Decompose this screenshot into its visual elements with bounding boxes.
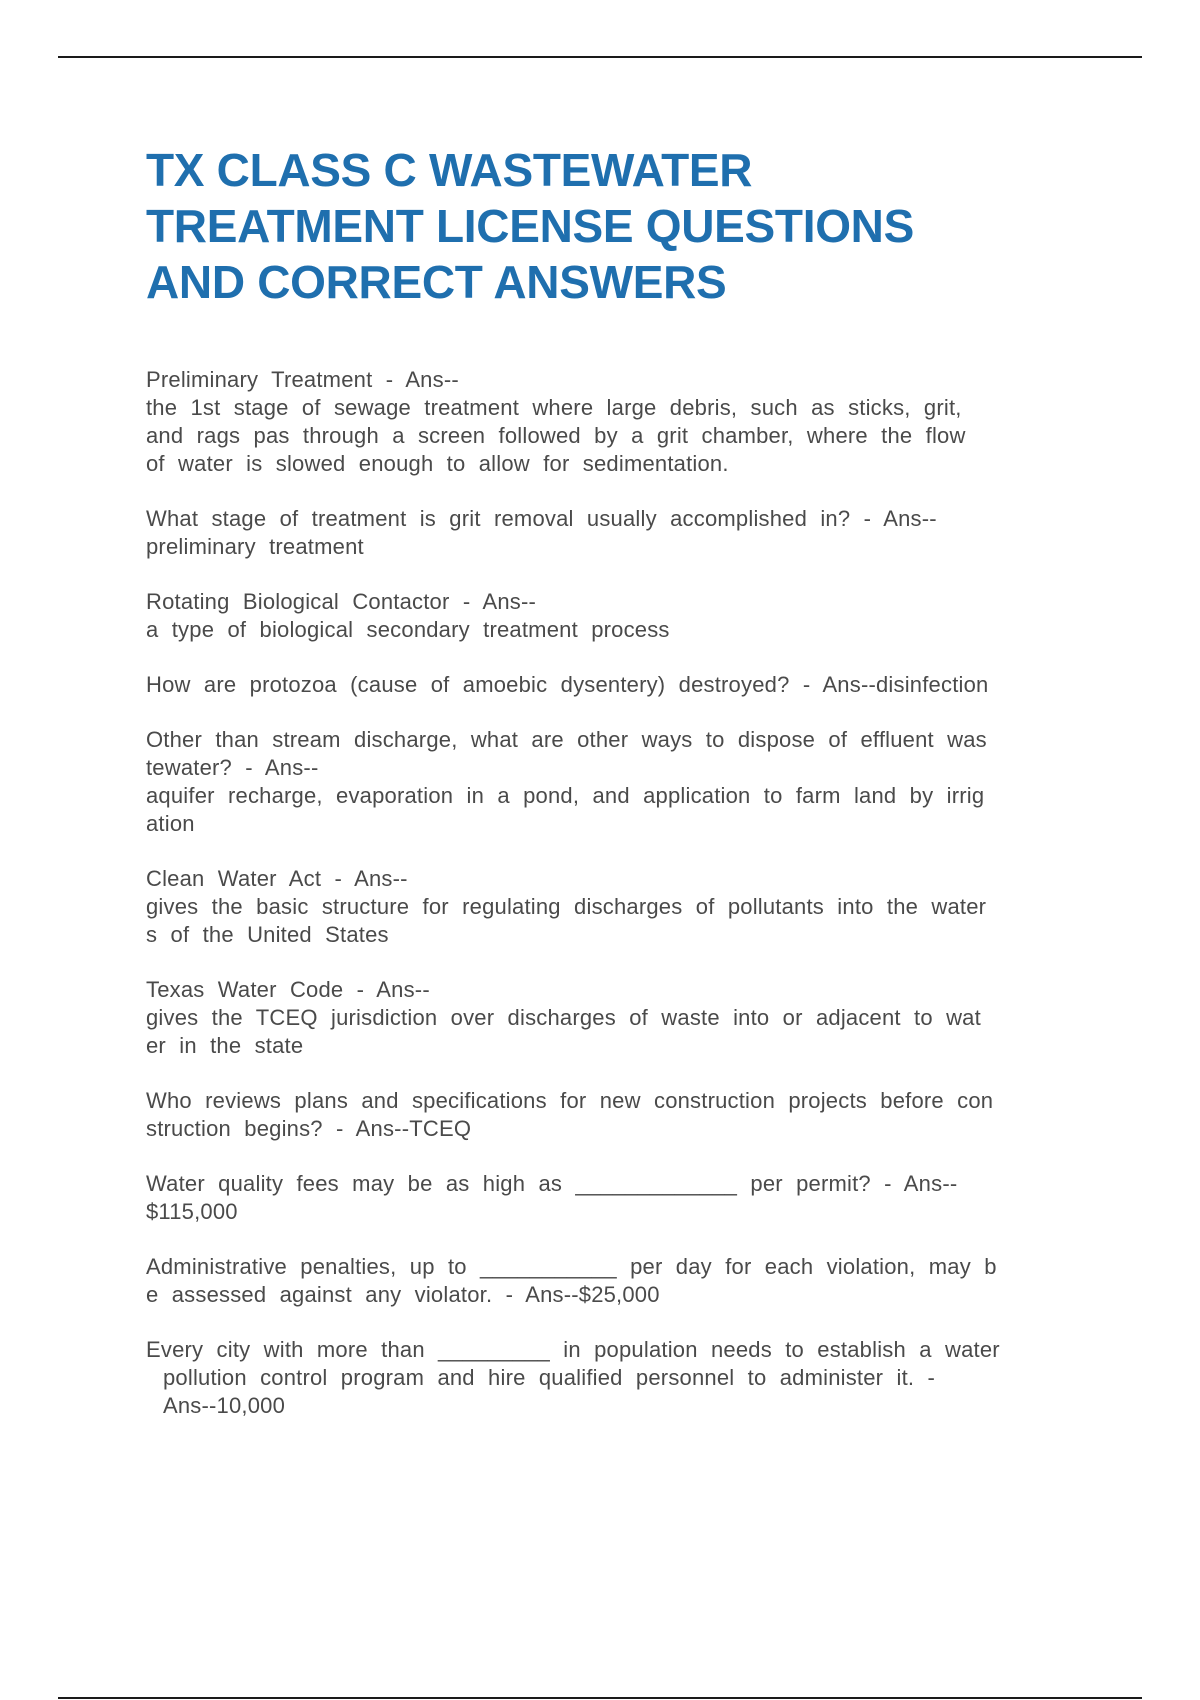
qa-entry <box>146 505 1088 561</box>
qa-line: $115,000 <box>146 1199 238 1224</box>
qa-line: Ans--10,000 <box>163 1393 286 1418</box>
qa-line: struction begins? - Ans--TCEQ <box>146 1116 472 1141</box>
bottom-rule <box>58 1697 1142 1699</box>
qa-line: Every city with more than _________ in population needs to establish a water <box>146 1337 1000 1362</box>
qa-line: Water quality fees may be as high as _____________ per permit? - Ans-- <box>146 1171 958 1196</box>
qa-line: the 1st stage of sewage treatment where large debris, such as sticks, grit, <box>146 395 962 420</box>
qa-entry <box>146 366 1088 478</box>
qa-entry <box>146 976 1088 1060</box>
qa-line: Who reviews plans and specifications for new construction projects before con <box>146 1088 994 1113</box>
qa-line: Other than stream discharge, what are other ways to dispose of effluent was <box>146 727 987 752</box>
qa-line: Administrative penalties, up to ___________ per day for each violation, may b <box>146 1254 997 1279</box>
qa-line: gives the TCEQ jurisdiction over discharges of waste into or adjacent to wat <box>146 1005 981 1030</box>
title-line-1: TX CLASS C WASTEWATER <box>146 144 753 196</box>
qa-line: aquifer recharge, evaporation in a pond, and application to farm land by irrig <box>146 783 985 808</box>
title-line-2: TREATMENT LICENSE QUESTIONS <box>146 200 914 252</box>
qa-entry <box>146 726 1088 838</box>
qa-line: er in the state <box>146 1033 304 1058</box>
qa-line: Preliminary Treatment - Ans-- <box>146 367 459 392</box>
qa-list <box>146 366 1088 1447</box>
qa-line: Clean Water Act - Ans-- <box>146 866 408 891</box>
qa-line: preliminary treatment <box>146 534 364 559</box>
qa-line: How are protozoa (cause of amoebic dysentery) destroyed? - Ans--disinfection <box>146 672 989 697</box>
qa-line: ation <box>146 811 195 836</box>
qa-line: of water is slowed enough to allow for sedimentation. <box>146 451 729 476</box>
qa-line: Rotating Biological Contactor - Ans-- <box>146 589 537 614</box>
qa-entry <box>146 1336 1088 1420</box>
qa-line: pollution control program and hire qualified personnel to administer it. - <box>163 1365 936 1390</box>
top-rule <box>58 56 1142 58</box>
qa-entry <box>146 588 1088 644</box>
qa-line: What stage of treatment is grit removal usually accomplished in? - Ans-- <box>146 506 937 531</box>
qa-line: a type of biological secondary treatment process <box>146 617 670 642</box>
qa-entry <box>146 671 1088 699</box>
qa-entry <box>146 1170 1088 1226</box>
qa-line: s of the United States <box>146 922 389 947</box>
qa-line: Texas Water Code - Ans-- <box>146 977 430 1002</box>
qa-entry <box>146 1087 1088 1143</box>
qa-line: tewater? - Ans-- <box>146 755 319 780</box>
title-line-3: AND CORRECT ANSWERS <box>146 256 727 308</box>
qa-line: e assessed against any violator. - Ans--$25,000 <box>146 1282 660 1307</box>
qa-entry <box>146 865 1088 949</box>
qa-line: and rags pas through a screen followed by a grit chamber, where the flow <box>146 423 966 448</box>
qa-line: gives the basic structure for regulating discharges of pollutants into the water <box>146 894 987 919</box>
qa-entry <box>146 1253 1088 1309</box>
document-title <box>146 142 1086 310</box>
